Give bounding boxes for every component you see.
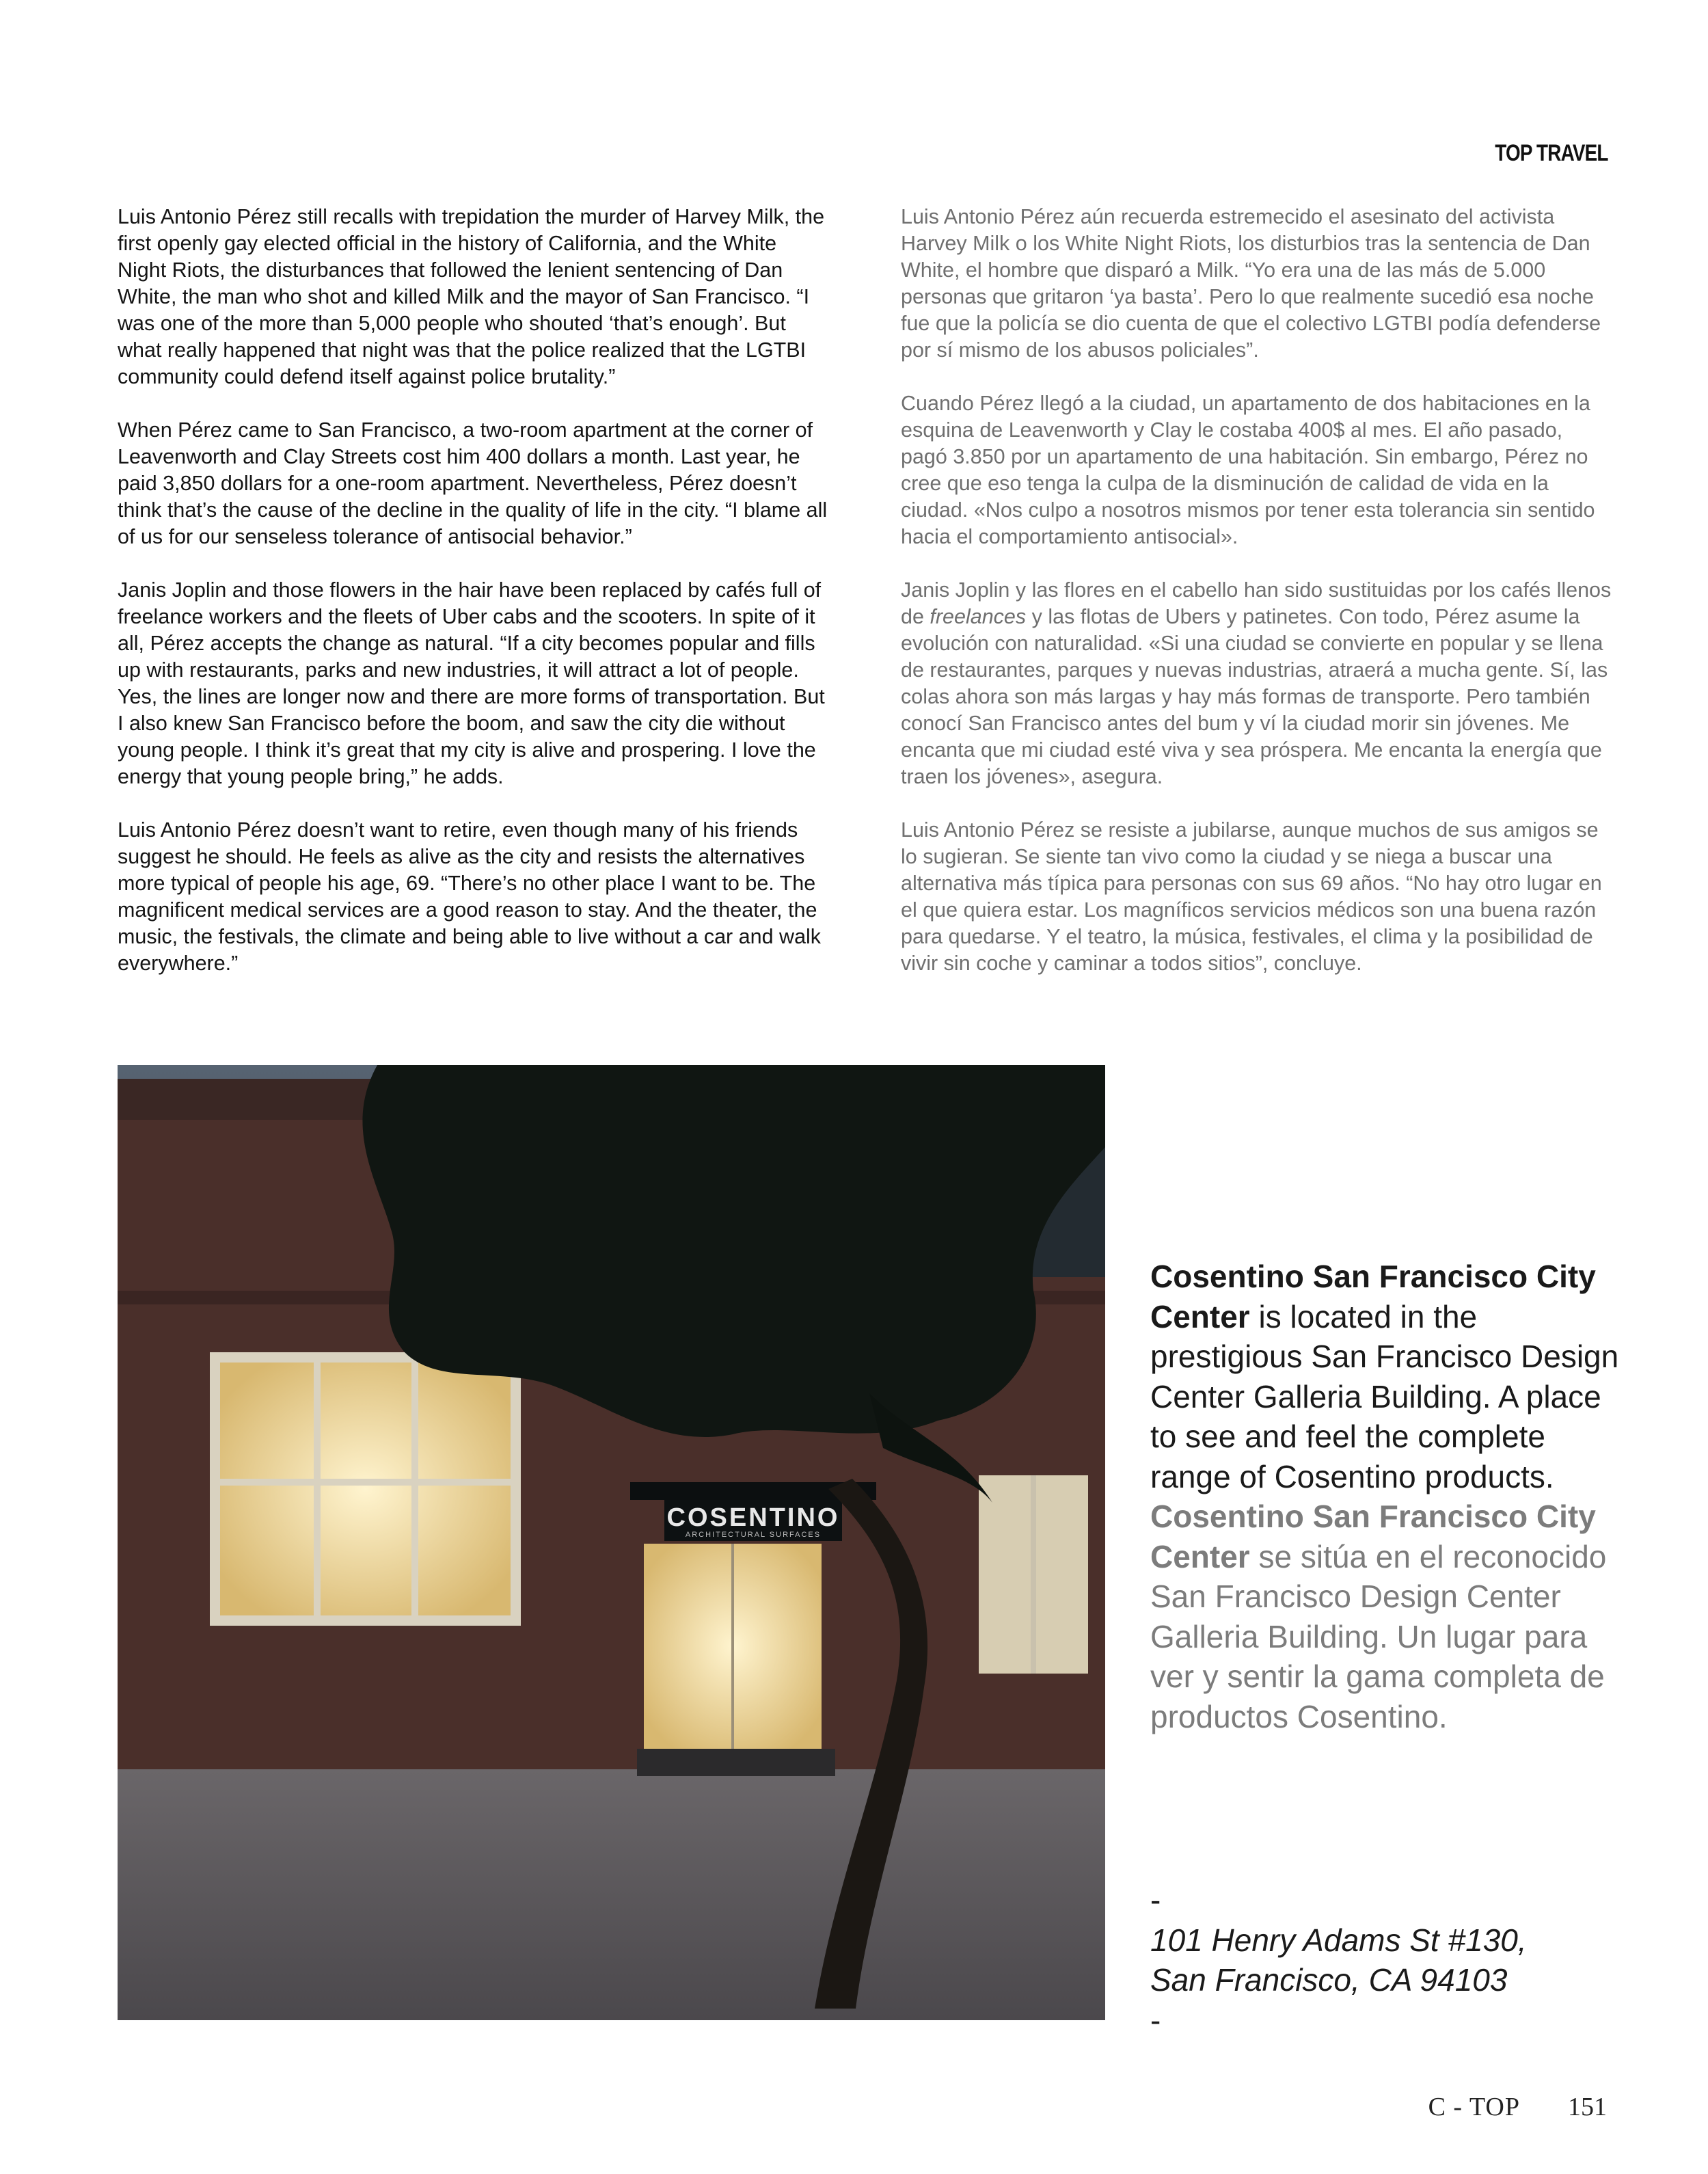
spanish-paragraph: Luis Antonio Pérez aún recuerda estremecido el asesinato del activista Harvey Milk o los White Night Riots, los disturbios tras la sentencia de Dan White, el hombre que disparó a Milk. “Yo era una de las más de 5.000 personas que gritaron ‘ya basta’. Pero lo que realmente sucedió esa noche fue que la policía se dio cuenta de que el colectivo LGTBI podía defenderse por sí mismo de los abusos policiales”. xyxy=(901,205,1601,362)
article-spanish-column xyxy=(901,204,1612,1004)
spanish-paragraph: Luis Antonio Pérez se resiste a jubilarse, aunque muchos de sus amigos se lo sugieran. Se siente tan vivo como la ciudad y se niega a buscar una alternativa más típica para personas con sus 69 años. “No hay otro lugar en el que quiera estar. Los magníficos servicios médicos son una buena razón para quedarse. Y el teatro, la música, festivales, el clima y la posibilidad de vivir sin coche y caminar a todos sitios”, concluye. xyxy=(901,818,1602,975)
page-number: 151 xyxy=(1568,2093,1607,2121)
spanish-paragraph: Cuando Pérez llegó a la ciudad, un apartamento de dos habitaciones en la esquina de Leavenworth y Clay le costaba 400$ al mes. El año pasado, pagó 3.850 por un apartamento de una habitación. Sin embargo, Pérez no cree que eso tenga la culpa de la disminución de calidad de vida en la ciudad. «Nos culpo a nosotros mismos por tener esta tolerancia sin sentido hacia el comportamiento antisocial». xyxy=(901,392,1595,548)
caption-showroom-name-es: Cosentino San Francisco City Center xyxy=(1150,1499,1596,1574)
spanish-text: Janis Joplin y las flores en el cabello han sido sustituidas por los cafés llenos de xyxy=(901,578,1612,628)
caption-spanish-text: se sitúa en el reconocido San Francisco Design Center Galleria Building. Un lugar para ver y sentir la gama completa de productos Cosentino. xyxy=(1150,1538,1607,1734)
spanish-text: y las flotas de Ubers y patinetes. Con todo, Pérez asume la evolución con naturalidad. «Si una ciudad se convierte en popular y se llena de restaurantes, parques y nuevas industrias, atraerá a mucha gente. Sí, las colas ahora son más largas y hay más formas de transporte. Pero también conocí San Francisco antes del bum y ví la ciudad morir sin jóvenes. Me encanta que mi ciudad esté viva y sea próspera. Me encanta la energía que traen los jóvenes», asegura. xyxy=(901,605,1608,788)
entrance-steps xyxy=(637,1749,835,1776)
caption-english-text: is located in the prestigious San Francisco Design Center Galleria Building. A place to see and feel the complete range of Cosentino products. xyxy=(1150,1298,1619,1494)
cosentino-sign: COSENTINO xyxy=(666,1503,840,1532)
english-paragraph: Luis Antonio Pérez doesn’t want to retire, even though many of his friends suggest he should. He feels as alive as the city and resists the alternatives more typical of people his age, 69. “There’s no other place I want to be. The magnificent medical services are a good reason to stay. And the theater, the music, the festivals, the climate and being able to live without a car and walk everywhere.” xyxy=(118,818,822,975)
caption-spanish xyxy=(1150,1497,1622,1736)
showroom-photo xyxy=(118,1065,1105,2020)
english-paragraph: Luis Antonio Pérez still recalls with trepidation the murder of Harvey Milk, the first openly gay elected official in the history of California, and the White Night Riots, the disturbances that followed the lenient sentencing of Dan White, the man who shot and killed Milk and the mayor of San Francisco. “I was one of the more than 5,000 people who shouted ‘that’s enough’. But what really happened that night was that the police realized that the LGTBI community could defend itself against police brutality.” xyxy=(118,205,825,388)
showroom-address xyxy=(1150,1880,1622,2040)
magazine-name: C - TOP xyxy=(1428,2093,1520,2121)
showroom-photo-illustration xyxy=(118,1065,1105,2020)
english-paragraph: Janis Joplin and those flowers in the hair have been replaced by cafés full of freelance workers and the fleets of Uber cabs and the scooters. In spite of it all, Pérez accepts the change as natural. “If a city becomes popular and fills up with restaurants, parks and new industries, it will attract a lot of people. Yes, the lines are longer now and there are more forms of transportation. But I also knew San Francisco before the boom, and saw the city die without young people. I think it’s great that my city is alive and prospering. I love the energy that young people bring,” he adds. xyxy=(118,578,825,788)
address-dash-top: - xyxy=(1150,1882,1161,1918)
page-footer xyxy=(1428,2092,1607,2122)
english-paragraph: When Pérez came to San Francisco, a two-room apartment at the corner of Leavenworth and Clay Streets cost him 400 dollars a month. Last year, he paid 3,850 dollars for a one-room apartment. Nevertheless, Pérez doesn’t think that’s the cause of the decline in the quality of life in the city. “I blame all of us for our senseless tolerance of antisocial behavior.” xyxy=(118,418,828,548)
spanish-paragraph xyxy=(901,577,1612,790)
cosentino-sign-sub: ARCHITECTURAL SURFACES xyxy=(685,1531,822,1539)
address-dash-bottom: - xyxy=(1150,2002,1161,2038)
caption-english xyxy=(1150,1257,1622,1497)
article-english-column xyxy=(118,204,828,1004)
sidewalk xyxy=(118,1769,1105,2020)
address-line-1: 101 Henry Adams St #130, xyxy=(1150,1922,1527,1958)
address-line-2: San Francisco, CA 94103 xyxy=(1150,1962,1508,1998)
caption-showroom-name: Cosentino San Francisco City Center xyxy=(1150,1259,1596,1334)
showroom-caption xyxy=(1150,1257,1622,1736)
spanish-italic-term: freelances xyxy=(930,605,1027,628)
lit-window xyxy=(220,1363,511,1615)
section-label: TOP TRAVEL xyxy=(1495,140,1608,166)
